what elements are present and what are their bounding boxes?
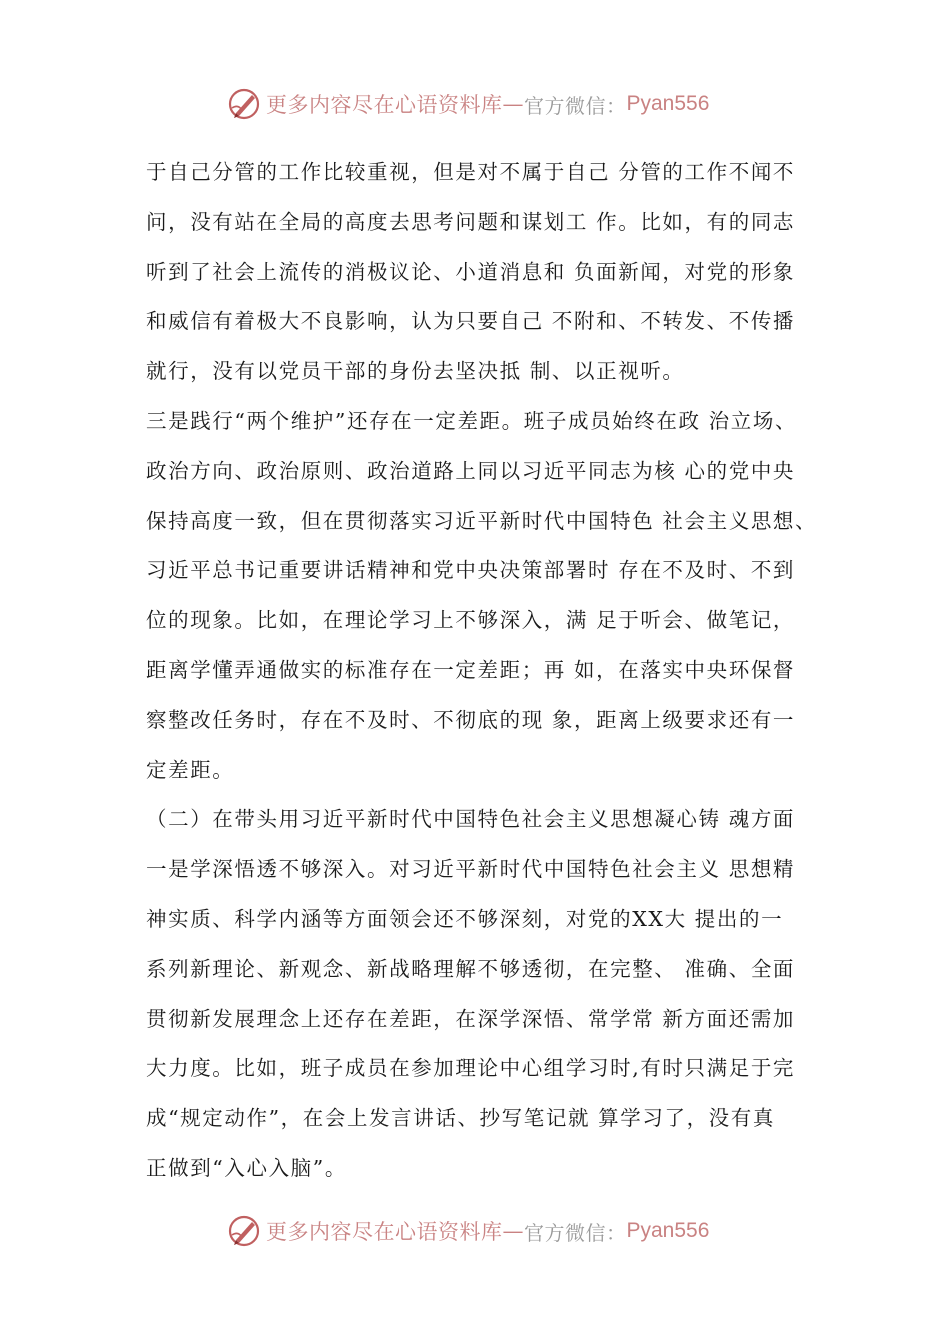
- text-line: 距离学懂弄通做实的标准存在一定差距；再 如，在落实中央环保督: [146, 657, 796, 682]
- text-line: 政治方向、政治原则、政治道路上同以习近平同志为核 心的党中央: [146, 458, 796, 483]
- text-line: 习近平总书记重要讲话精神和党中央决策部署时 存在不及时、不到: [146, 558, 796, 583]
- text-line: 问，没有站在全局的高度去思考问题和谋划工 作。比如，有的同志: [146, 209, 796, 234]
- document-body: [146, 148, 826, 1194]
- text-line: 一是学深悟透不够深入。对习近平新时代中国特色社会主义 思想精: [146, 857, 796, 882]
- pen-logo-icon: [226, 1213, 262, 1249]
- text-line: 贯彻新发展理念上还存在差距，在深学深悟、常学常 新方面还需加: [146, 1006, 796, 1031]
- text-line: 保持高度一致，但在贯彻落实习近平新时代中国特色 社会主义思想、: [146, 508, 818, 533]
- watermark-separator: —: [502, 92, 524, 116]
- text-line: 系列新理论、新观念、新战略理解不够透彻，在完整、 准确、全面: [146, 956, 796, 981]
- watermark-separator: —: [502, 1219, 524, 1243]
- watermark-wechat-id: Pyan556: [626, 1219, 710, 1242]
- text-line: 正做到“入心入脑”。: [146, 1155, 347, 1180]
- header-watermark: [0, 84, 950, 124]
- watermark-main-text: 更多内容尽在心语资料库: [266, 1220, 503, 1244]
- text-line: 位的现象。比如，在理论学习上不够深入，满 足于听会、做笔记，: [146, 608, 796, 633]
- text-line: 和威信有着极大不良影响，认为只要自己 不附和、不转发、不传播: [146, 309, 796, 334]
- text-line: 神实质、科学内涵等方面领会还不够深刻，对党的XX大 提出的一: [146, 906, 784, 931]
- text-line: 听到了社会上流传的消极议论、小道消息和 负面新闻，对党的形象: [146, 259, 796, 284]
- text-line: 三是践行“两个维护”还存在一定差距。班子成员始终在政 治立场、: [146, 408, 798, 433]
- footer-watermark: [0, 1211, 950, 1251]
- watermark-wechat-id: Pyan556: [626, 92, 710, 115]
- text-line: 于自己分管的工作比较重视，但是对不属于自己 分管的工作不闻不: [146, 160, 796, 184]
- watermark-main-text: 更多内容尽在心语资料库: [266, 93, 503, 117]
- text-line: 就行，没有以党员干部的身份去坚决抵 制、以正视听。: [146, 359, 685, 384]
- text-line: 定差距。: [146, 757, 235, 782]
- text-line: 察整改任务时，存在不及时、不彻底的现 象，距离上级要求还有一: [146, 707, 796, 732]
- text-line: 大力度。比如，班子成员在参加理论中心组学习时,有时只满足于完: [146, 1056, 796, 1081]
- watermark-label: 官方微信：: [524, 1220, 627, 1245]
- section-heading: （二）在带头用习近平新时代中国特色社会主义思想凝心铸 魂方面: [146, 807, 796, 832]
- pen-logo-icon: [226, 86, 262, 122]
- text-line: 成“规定动作”，在会上发言讲话、抄写笔记就 算学习了，没有真: [146, 1106, 775, 1131]
- watermark-label: 官方微信：: [524, 93, 627, 118]
